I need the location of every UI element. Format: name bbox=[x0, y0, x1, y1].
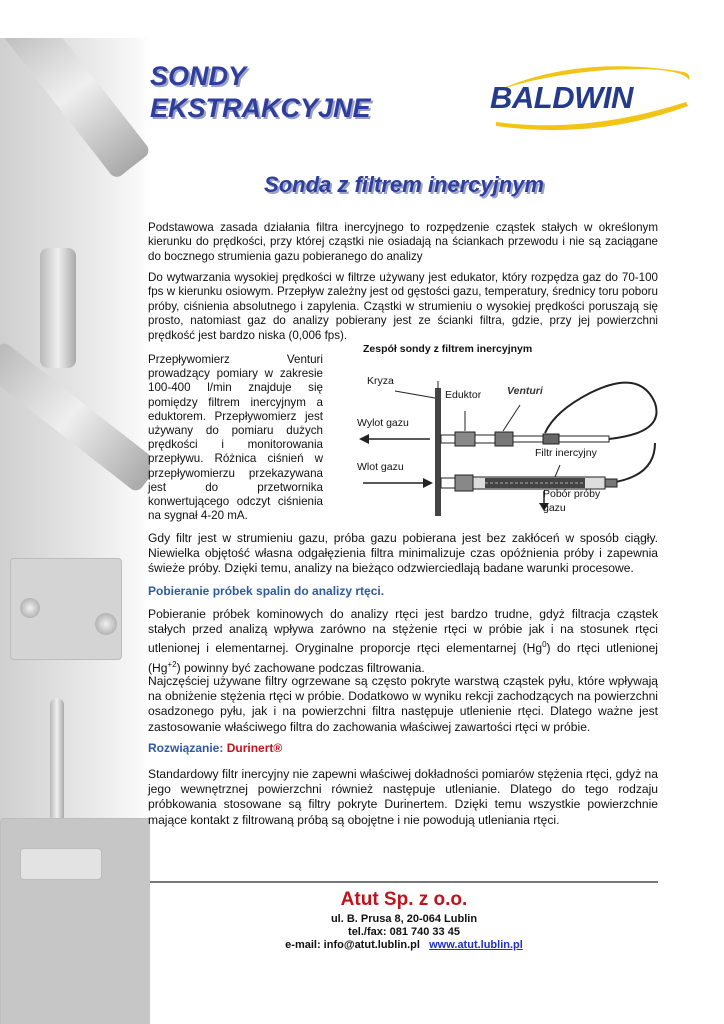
probe-drawing bbox=[355, 353, 660, 518]
probe-diagram bbox=[355, 343, 660, 518]
label-eduktor: Eduktor bbox=[445, 389, 482, 401]
paragraph-sampling: Gdy filtr jest w strumieniu gazu, próba gazu pobierana jest bez zakłóceń w sposób ciągły. Niewielka objętość własna odgałęzienia filtra minimalizuje czas opóźnienia próby i zapewnia świeże próby. Dzięki temu, analizy na bieżąco odzwierciedlają badane warunki procesowe. bbox=[148, 531, 658, 576]
title-line-1: SONDY bbox=[150, 61, 247, 91]
title-line-2: EKSTRAKCYJNE bbox=[150, 93, 371, 123]
website-link[interactable]: www.atut.lublin.pl bbox=[429, 939, 523, 951]
baldwin-logo bbox=[486, 62, 691, 134]
subtitle: Sonda z filtrem inercyjnym bbox=[264, 172, 544, 197]
diagram-caption: Zespół sondy z filtrem inercyjnym bbox=[363, 343, 533, 355]
mercury-text-b: ) do rtęci utlenionej (Hg bbox=[148, 641, 658, 675]
label-venturi: Venturi bbox=[507, 385, 543, 397]
mercury-sup-1: 0 bbox=[542, 640, 547, 650]
company-email: e-mail: info@atut.lublin.pl bbox=[285, 939, 420, 951]
paragraph-principle: Podstawowa zasada działania filtra inercyjnego to rozpędzenie cząstek stałych w określonym kierunku do prędkości, przy której cząstki nie osiadają na ściankach przewodu i nie są zaciągane do bocznego strumienia gazu pobieranego do analizy bbox=[148, 221, 658, 263]
paragraph-venturi: Przepływomierz Venturi prowadzący pomiary w zakresie 100-400 l/min znajduje się pomiędzy filtrem inercyjnym a eduktorem. Przepływomierz jest używany do pomiaru dużych prędkości i monitorowania przepływu. Różnica ciśnień w przepływomierzu przekazywana jest do przetwornika konwertującego odczyt ciśnienia na sygnał 4-20 mA. bbox=[148, 353, 323, 523]
label-wlot: Wlot gazu bbox=[357, 461, 404, 473]
footer-divider bbox=[150, 881, 658, 883]
product-photo-strip bbox=[0, 38, 150, 1024]
solution-heading bbox=[148, 741, 282, 755]
document-title bbox=[150, 60, 371, 124]
paragraph-mercury bbox=[148, 607, 658, 676]
paragraph-filters: Najczęściej używane filtry ogrzewane są często pokryte warstwą cząstek pyłu, które wpływają na obniżenie stężenia rtęci w próbie. Dodatkowo w wyniku rekcji zachodzących na powierzchni osadzonego pyłu, jak i na powierzchni filtra następuje utlenienie rtęci. Dlatego ważne jest zastosowanie właściwego filtra do zachowania właściwej zawartości rtęci w próbie. bbox=[148, 674, 658, 734]
label-wylot: Wylot gazu bbox=[357, 417, 409, 429]
mercury-text-c: ) powinny być zachowane podczas filtrowania. bbox=[176, 660, 425, 675]
solution-value: Durinert® bbox=[226, 741, 283, 755]
label-pobor-2: gazu bbox=[543, 502, 566, 514]
mercury-text-a: Pobieranie próbek kominowych do analizy rtęci jest bardzo trudne, gdyż filtracja cząstek stałych przed analizą wpływa zarówno na stężenie rtęci w próbie jak i na stosunek rtęci utlenionej i elementarnej. Oryginalne proporcje rtęci elementarnej (Hg bbox=[148, 607, 658, 656]
paragraph-eductor: Do wytwarzania wysokiej prędkości w filtrze używany jest edukator, który rozpędza gaz do 70-100 fps w kierunku osiowym. Przepływ zależny jest od gęstości gazu, temperatury, średnicy toru poboru próby, ciśnienia absolutnego i zapylenia. Cząstki w strumieniu o wysokiej prędkości poruszają się prosto, natomiast gaz do analizy pobierany jest ze ścianki filtra, gdzie, przy jej powierzchni prędkość jest bardzo niska (0,006 fps). bbox=[148, 271, 658, 342]
mercury-heading: Pobieranie próbek spalin do analizy rtęci. bbox=[148, 584, 385, 598]
label-pobor-1: Pobór próby bbox=[543, 488, 601, 500]
company-name: Atut Sp. z o.o. bbox=[340, 889, 468, 910]
solution-label: Rozwiązanie: bbox=[148, 741, 224, 755]
mercury-sup-2: +2 bbox=[167, 659, 177, 669]
company-phone: tel./fax: 081 740 33 45 bbox=[348, 926, 460, 938]
logo-text: BALDWIN bbox=[490, 80, 633, 115]
company-contact bbox=[150, 939, 658, 951]
paragraph-durinert: Standardowy filtr inercyjny nie zapewni właściwej dokładności pomiarów stężenia rtęci, gdyż na jego wewnętrznej powierzchni również następuje utlenianie. Dlatego do tego rodzaju próbkowania stosowane są filtry pokryte Durinertem. Dzięki temu wszystkie powierzchnie mające kontakt z filtrowaną próbą są obojętne i nie powodują utleniania rtęci. bbox=[148, 767, 658, 827]
label-filtr: Filtr inercyjny bbox=[535, 447, 597, 459]
label-kryza: Kryza bbox=[367, 375, 394, 387]
company-address: ul. B. Prusa 8, 20-064 Lublin bbox=[330, 913, 478, 925]
